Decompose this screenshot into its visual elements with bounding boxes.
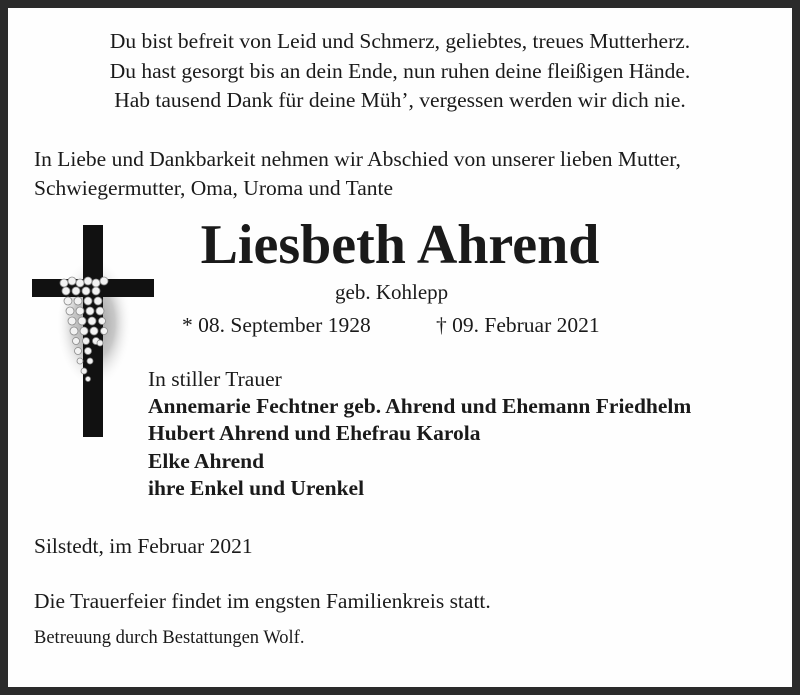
mourner-name: Hubert Ahrend und Ehefrau Karola (148, 421, 481, 446)
death-date: † 09. Februar 2021 (436, 313, 600, 337)
place-date: Silstedt, im Februar 2021 (34, 534, 253, 558)
poem (0, 27, 800, 116)
mourner-name: Annemarie Fechtner geb. Ahrend und Ehemann Friedhelm (148, 394, 692, 419)
poem-line: Hab tausend Dank für deine Müh’, vergessen werden wir dich nie. (114, 88, 686, 112)
intro-line: In Liebe und Dankbarkeit nehmen wir Abschied von unserer lieben Mutter, (34, 147, 681, 171)
mourner-name: Elke Ahrend (148, 448, 265, 473)
mourner-name: ihre Enkel und Urenkel (148, 475, 365, 500)
deceased-name (0, 213, 800, 277)
intro-line: Schwiegermutter, Oma, Uroma und Tante (34, 176, 394, 200)
deceased-name-text: Liesbeth Ahrend (200, 214, 600, 276)
poem-line: Du hast gesorgt bis an dein Ende, nun ruhen deine fleißigen Hände. (109, 58, 691, 83)
mourners-heading: In stiller Trauer (148, 367, 282, 391)
undertaker-note: Betreuung durch Bestattungen Wolf. (34, 628, 305, 648)
ceremony-note: Die Trauerfeier findet im engsten Familienkreis statt. (34, 589, 491, 613)
intro-text (34, 145, 681, 203)
birth-date: * 08. September 1928 (182, 313, 371, 337)
mourners-block (148, 366, 691, 502)
birth-name: geb. Kohlepp (335, 280, 449, 304)
poem-line: Du bist befreit von Leid und Schmerz, geliebtes, treues Mutterherz. (109, 29, 691, 53)
